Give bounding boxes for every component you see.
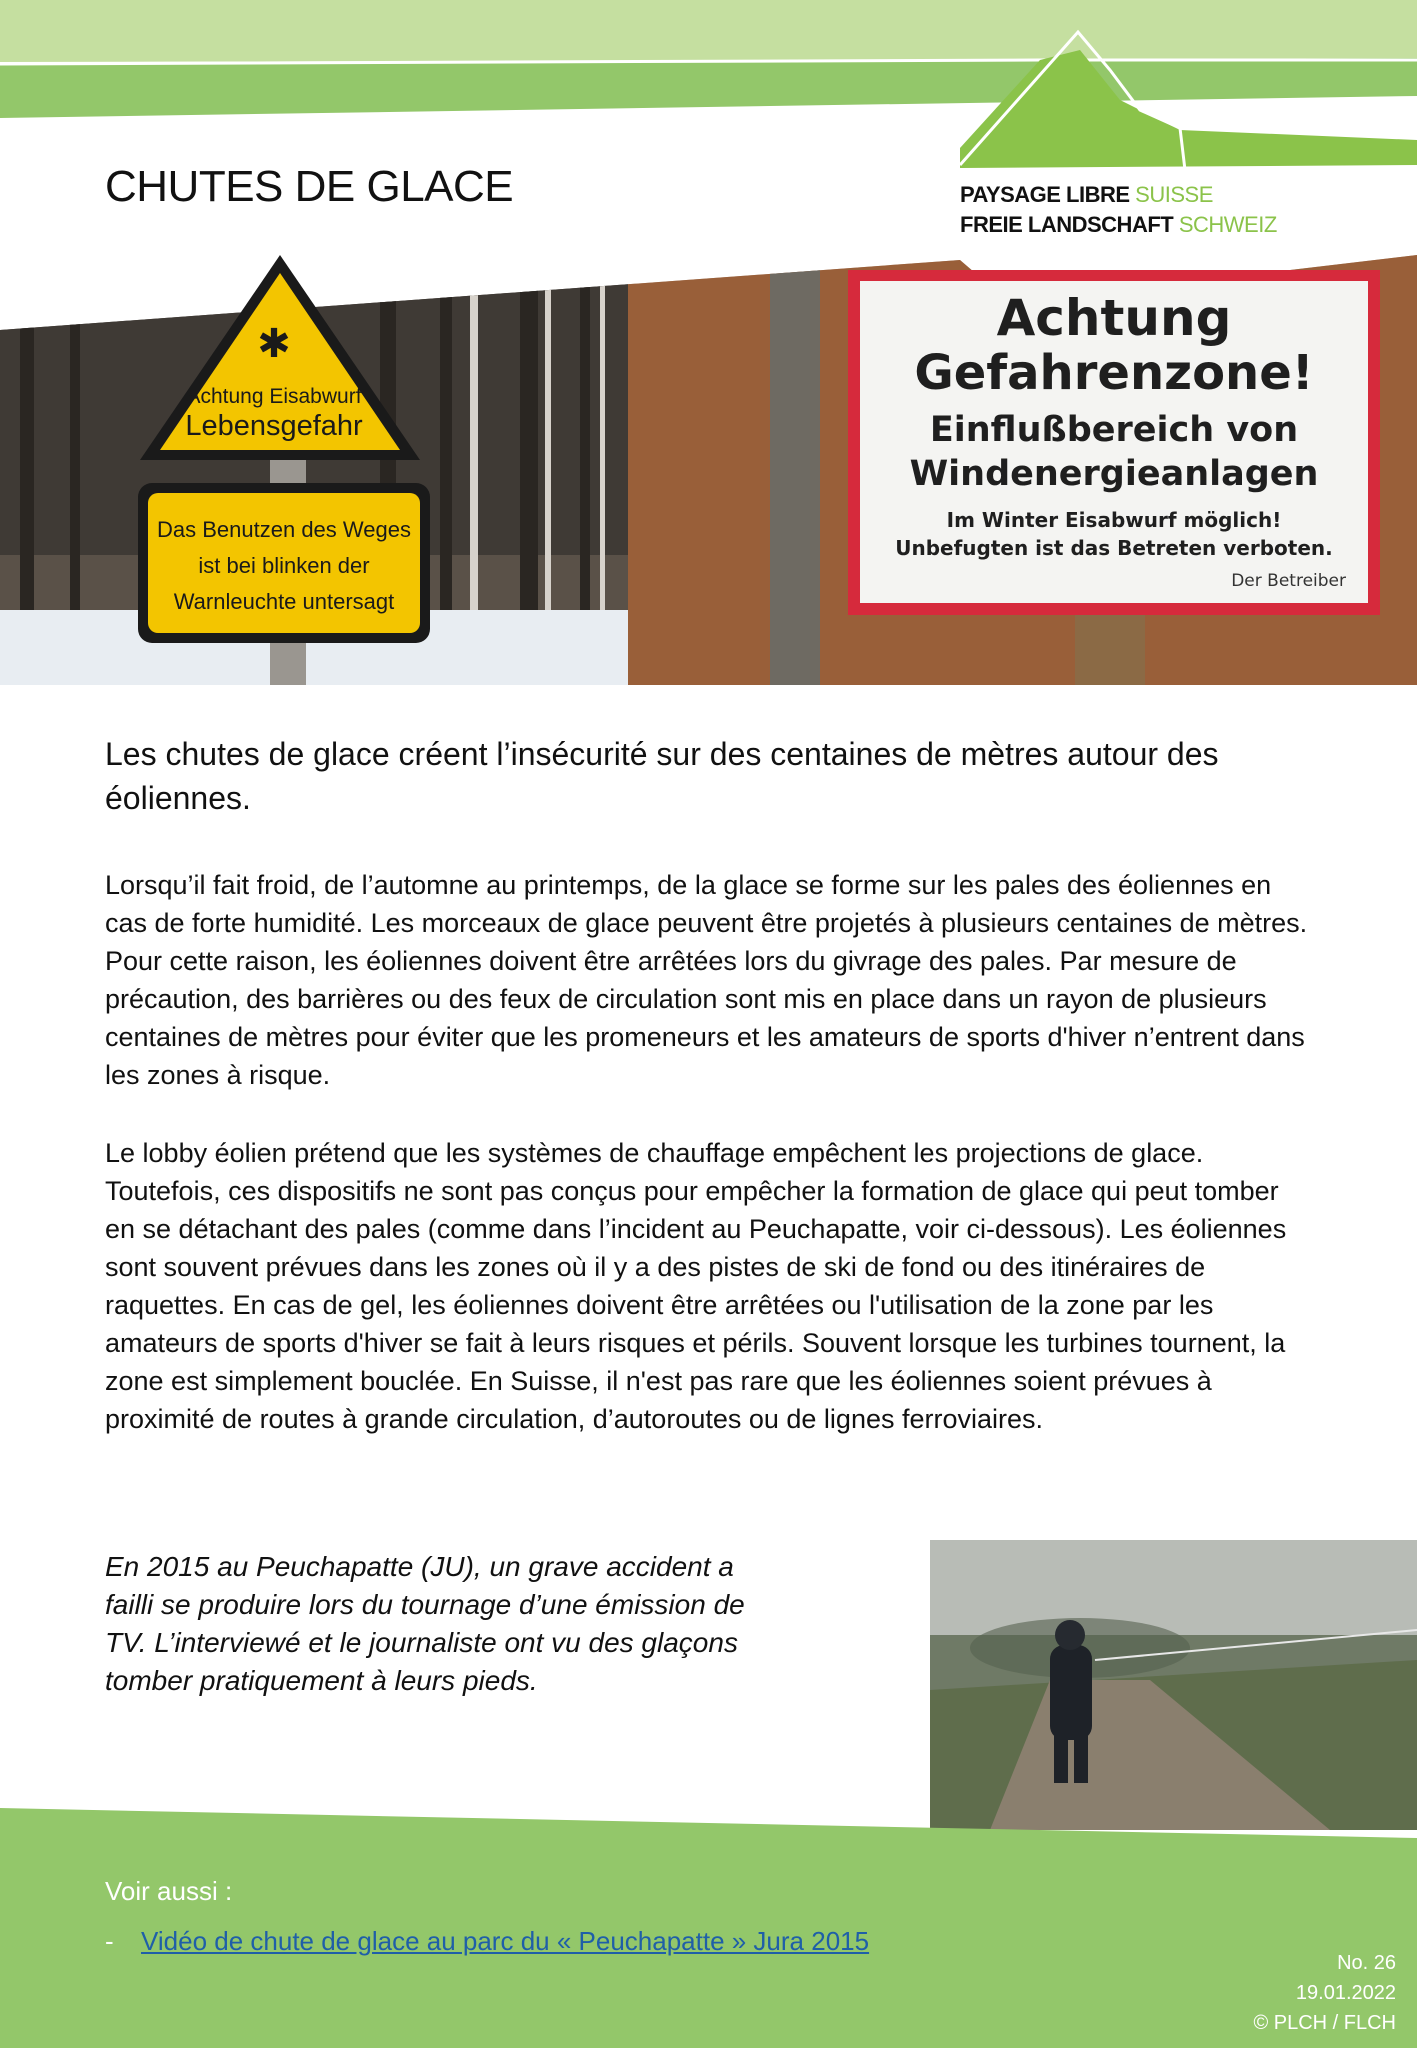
sign-text: Das Benutzen des Weges xyxy=(157,517,411,542)
incident-photo xyxy=(930,1540,1417,1830)
sign-text: Achtung Eisabwurf xyxy=(186,385,362,408)
logo xyxy=(960,180,1380,240)
snowflake-icon: ✱ xyxy=(257,322,291,366)
video-link[interactable]: Vidéo de chute de glace au parc du « Peuchapatte » Jura 2015 xyxy=(141,1926,870,1956)
sign-text: Lebensgefahr xyxy=(185,410,363,442)
sign-text: Achtung xyxy=(996,289,1232,347)
sign-text: Im Winter Eisabwurf möglich! xyxy=(946,508,1282,532)
page-title: CHUTES DE GLACE xyxy=(105,162,514,211)
sign-text: Der Betreiber xyxy=(1231,571,1346,591)
sign-text: Unbefugten ist das Betreten verboten. xyxy=(895,536,1333,560)
logo-text-accent: SUISSE xyxy=(1135,182,1213,207)
logo-line-1 xyxy=(960,180,1380,210)
document-meta xyxy=(1180,1948,1396,2038)
body-paragraph: Lorsqu’il fait froid, de l’automne au printemps, de la glace se forme sur les pales des éoliennes en cas de forte humidité. Les morceaux de glace peuvent être projetés à plusieurs centaines de mètres. Pour cette raison, les éoliennes doivent être arrêtées lors du givrage des pales. Par mesure de précaution, des barrières ou des feux de circulation sont mis en place dans un rayon de plusieurs centaines de mètres pour éviter que les promeneurs et les amateurs de sports d'hiver n’entrent dans les zones à risque. xyxy=(105,870,1308,1090)
body-paragraph: Le lobby éolien prétend que les systèmes de chauffage empêchent les projections de glace. Toutefois, ces dispositifs ne sont pas conçus pour empêcher la formation de glace qui peut tomber en se détachant des pales (comme dans l’incident au Peuchapatte, voir ci-dessous). Les éoliennes sont souvent prévues dans les zones où il y a des pistes de ski de fond ou des itinéraires de raquettes. En cas de gel, les éoliennes doivent être arrêtées ou l'utilisation de la zone par les amateurs de sports d'hiver se fait à leurs risques et périls. Souvent lorsque les turbines tournent, la zone est simplement bouclée. En Suisse, il n'est pas rare que les éoliennes soient prévues à proximité de routes à grande circulation, d’autoroutes ou de lignes ferroviaires. xyxy=(105,1138,1287,1434)
see-also-item xyxy=(105,1926,869,1957)
copyright: © PLCH / FLCH xyxy=(1253,2012,1396,2034)
see-also-label: Voir aussi : xyxy=(105,1876,233,1906)
list-dash: - xyxy=(105,1926,114,1956)
sign-text: Warnleuchte untersagt xyxy=(173,589,395,614)
logo-line-2 xyxy=(960,210,1380,240)
lead-paragraph: Les chutes de glace créent l’insécurité sur des centaines de mètres autour des éoliennes. xyxy=(105,736,1219,816)
sign-text: Windenergieanlagen xyxy=(909,454,1319,494)
logo-text-bold: FREIE LANDSCHAFT xyxy=(960,212,1174,237)
sign-text: Gefahrenzone! xyxy=(914,345,1314,401)
photo-caption: En 2015 au Peuchapatte (JU), un grave accident a failli se produire lors du tournage d’une émission de TV. L’interviewé et le journaliste ont vu des glaçons tomber pratiquement à leurs pieds. xyxy=(105,1551,745,1696)
document-date: 19.01.2022 xyxy=(1295,1982,1396,2004)
logo-text-bold: PAYSAGE LIBRE xyxy=(960,182,1130,207)
sign-text: Einflußbereich von xyxy=(929,410,1299,450)
warning-signs-photo xyxy=(0,255,1417,685)
sign-text: ist bei blinken der xyxy=(198,553,370,578)
logo-text-accent: SCHWEIZ xyxy=(1178,212,1277,237)
document-number: No. 26 xyxy=(1337,1952,1396,1974)
